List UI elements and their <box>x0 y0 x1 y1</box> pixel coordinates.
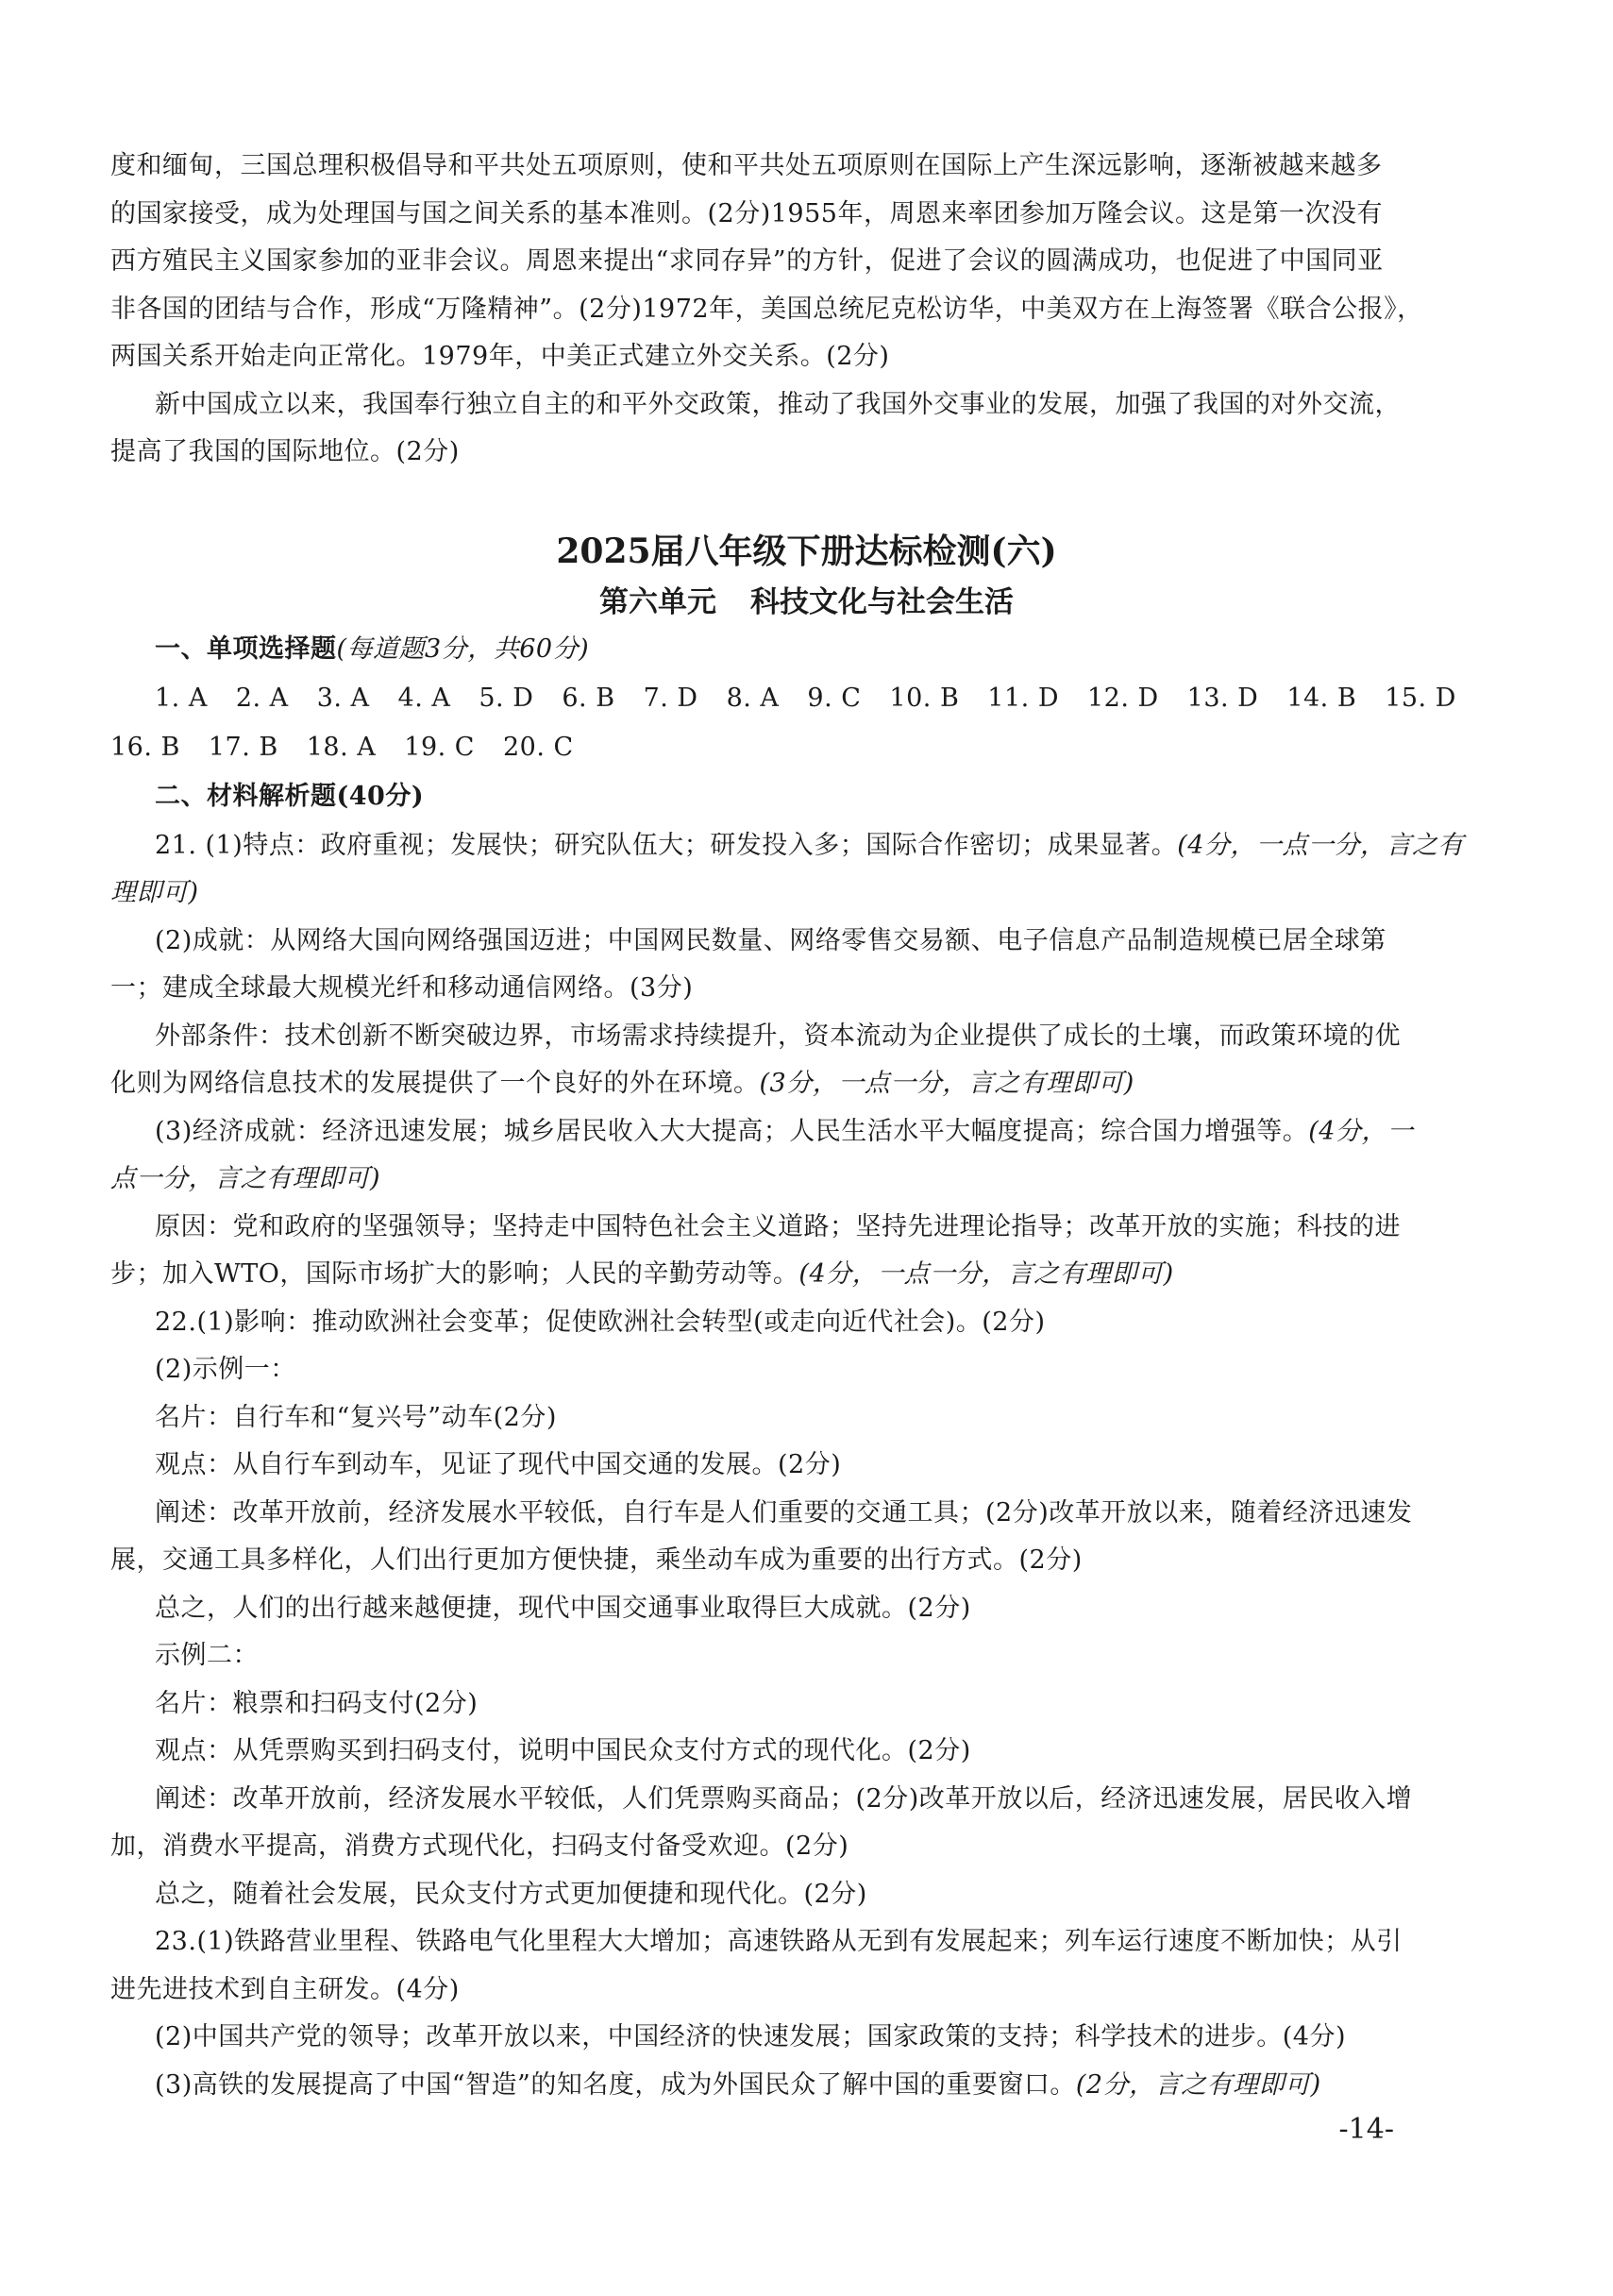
answer-line: 22.(1)影响：推动欧洲社会变革；促使欧洲社会转型(或走向近代社会)。(2分) <box>155 1308 1046 1337</box>
answer-item: 16. B <box>110 733 180 762</box>
scoring-note: (2分，言之有理即可) <box>1075 2070 1321 2100</box>
paragraph-line: 度和缅甸，三国总理积极倡导和平共处五项原则，使和平共处五项原则在国际上产生深远影响，逐渐被越来越多 <box>110 151 1383 180</box>
answer-line: 23.(1)铁路营业里程、铁路电气化里程大大增加；高速铁路从无到有发展起来；列车运行速度不断加快；从引 <box>155 1927 1403 1956</box>
unit-subject: 科技文化与社会生活 <box>750 585 1014 619</box>
answer-item: 20. C <box>502 733 574 762</box>
paragraph-line: 提高了我国的国际地位。(2分) <box>110 437 460 466</box>
answer-line <box>155 827 1464 865</box>
scoring-note: (3分，一点一分，言之有理即可) <box>759 1069 1134 1098</box>
section1-note: (每道题3分，共60分) <box>336 634 590 664</box>
answer-line: 观点：从凭票购买到扫码支付，说明中国民众支付方式的现代化。(2分) <box>155 1736 971 1765</box>
answer-line: 外部条件：技术创新不断突破边界，市场需求持续提升，资本流动为企业提供了成长的土壤，而政策环境的优 <box>155 1021 1401 1051</box>
paragraph-line: 的国家接受，成为处理国与国之间关系的基本准则。(2分)1955年，周恩来率团参加万隆会议。这是第一次没有 <box>110 199 1383 228</box>
answer-line: 总之，随着社会发展，民众支付方式更加便捷和现代化。(2分) <box>155 1880 867 1909</box>
scoring-note: (4分，一点一分，言之有理即可) <box>798 1259 1174 1289</box>
answer-item: 5. D <box>479 684 534 713</box>
answer-line: 一；建成全球最大规模光纤和移动通信网络。(3分) <box>110 973 694 1003</box>
q21-3-text: (3)经济成就：经济迅速发展；城乡居民收入大大提高；人民生活水平大幅度提高；综合国力增强等。 <box>155 1117 1309 1146</box>
scoring-note: 点一分，言之有理即可) <box>110 1164 381 1193</box>
answer-item: 9. C <box>807 684 862 713</box>
section1-heading: 一、单项选择题 <box>155 634 337 664</box>
answer-line: 进先进技术到自主研发。(4分) <box>110 1975 460 2004</box>
paragraph-line: 西方殖民主义国家参加的亚非会议。周恩来提出“求同存异”的方针，促进了会议的圆满成功，也促进了中国同亚 <box>110 246 1384 276</box>
page-title: 2025届八年级下册达标检测(六) <box>556 532 1057 571</box>
paragraph-line: 非各国的团结与合作，形成“万隆精神”。(2分)1972年，美国总统尼克松访华，中美双方在上海签署《联合公报》， <box>110 295 1423 324</box>
answer-item: 12. D <box>1086 684 1159 713</box>
answer-line: 阐述：改革开放前，经济发展水平较低，人们凭票购买商品；(2分)改革开放以后，经济迅速发展，居民收入增 <box>155 1784 1413 1814</box>
answer-line: 名片：自行车和“复兴号”动车(2分) <box>155 1403 557 1432</box>
scoring-note: 理即可) <box>110 878 199 907</box>
q23-3-text: (3)高铁的发展提高了中国“智造”的知名度，成为外国民众了解中国的重要窗口。 <box>155 2070 1076 2100</box>
section-heading <box>155 631 589 668</box>
answer-line: 示例二： <box>155 1641 259 1670</box>
answer-item: 2. A <box>235 684 289 713</box>
answer-item: 13. D <box>1186 684 1259 713</box>
section2-heading: 二、材料解析题(40分) <box>155 782 425 811</box>
q21-ext-text: 化则为网络信息技术的发展提供了一个良好的外在环境。 <box>110 1069 760 1098</box>
answer-line <box>110 1256 1174 1293</box>
answer-line: (2)示例一： <box>155 1355 296 1384</box>
q21-1-text: 21. (1)特点：政府重视；发展快；研究队伍大；研发投入多；国际合作密切；成果显著。 <box>155 831 1178 860</box>
answer-line: 名片：粮票和扫码支付(2分) <box>155 1689 479 1718</box>
unit-label: 第六单元 <box>599 585 716 619</box>
answer-item: 10. B <box>889 684 960 713</box>
answer-item: 17. B <box>208 733 278 762</box>
answer-item: 7. D <box>643 684 698 713</box>
answer-item: 8. A <box>726 684 780 713</box>
answer-line <box>155 2067 1321 2104</box>
answer-item: 14. B <box>1286 684 1357 713</box>
answer-item: 6. B <box>562 684 615 713</box>
answer-line: 原因：党和政府的坚强领导；坚持走中国特色社会主义道路；坚持先进理论指导；改革开放的实施；科技的进 <box>155 1212 1401 1241</box>
answer-line: 阐述：改革开放前，经济发展水平较低，自行车是人们重要的交通工具；(2分)改革开放以来，随着经济迅速发 <box>155 1498 1413 1528</box>
answers-row-1 <box>155 680 1456 718</box>
answer-line <box>110 1065 1134 1103</box>
answer-line: 观点：从自行车到动车，见证了现代中国交通的发展。(2分) <box>155 1450 842 1479</box>
answer-item: 11. D <box>987 684 1059 713</box>
answer-line <box>155 1113 1413 1151</box>
answer-line: (2)中国共产党的领导；改革开放以来，中国经济的快速发展；国家政策的支持；科学技术的进步。(4分) <box>155 2022 1346 2051</box>
paragraph-line: 新中国成立以来，我国奉行独立自主的和平外交政策，推动了我国外交事业的发展，加强了我国的对外交流， <box>155 390 1401 419</box>
page-number: -14- <box>1338 2113 1394 2146</box>
answer-line: 展，交通工具多样化，人们出行更加方便快捷，乘坐动车成为重要的出行方式。(2分) <box>110 1545 1083 1575</box>
answer-item: 3. A <box>316 684 370 713</box>
answers-row-2 <box>110 729 602 767</box>
answer-item: 15. D <box>1385 684 1456 713</box>
unit-title <box>0 582 1613 623</box>
scoring-note: (4分，一 <box>1308 1117 1414 1146</box>
answer-line: 总之，人们的出行越来越便捷，现代中国交通事业取得巨大成就。(2分) <box>155 1594 971 1623</box>
answer-line: (2)成就：从网络大国向网络强国迈进；中国网民数量、网络零售交易额、电子信息产品制造规模已居全球第 <box>155 926 1386 955</box>
answer-item: 4. A <box>397 684 451 713</box>
answer-item: 18. A <box>306 733 377 762</box>
answer-item: 19. C <box>404 733 475 762</box>
answer-line: 加，消费水平提高，消费方式现代化，扫码支付备受欢迎。(2分) <box>110 1832 849 1861</box>
q21-cause-text: 步；加入WTO，国际市场扩大的影响；人民的辛勤劳动等。 <box>110 1259 799 1289</box>
answer-item: 1. A <box>155 684 208 713</box>
scoring-note: (4分，一点一分，言之有 <box>1177 831 1464 860</box>
paragraph-line: 两国关系开始走向正常化。1979年，中美正式建立外交关系。(2分) <box>110 342 890 371</box>
